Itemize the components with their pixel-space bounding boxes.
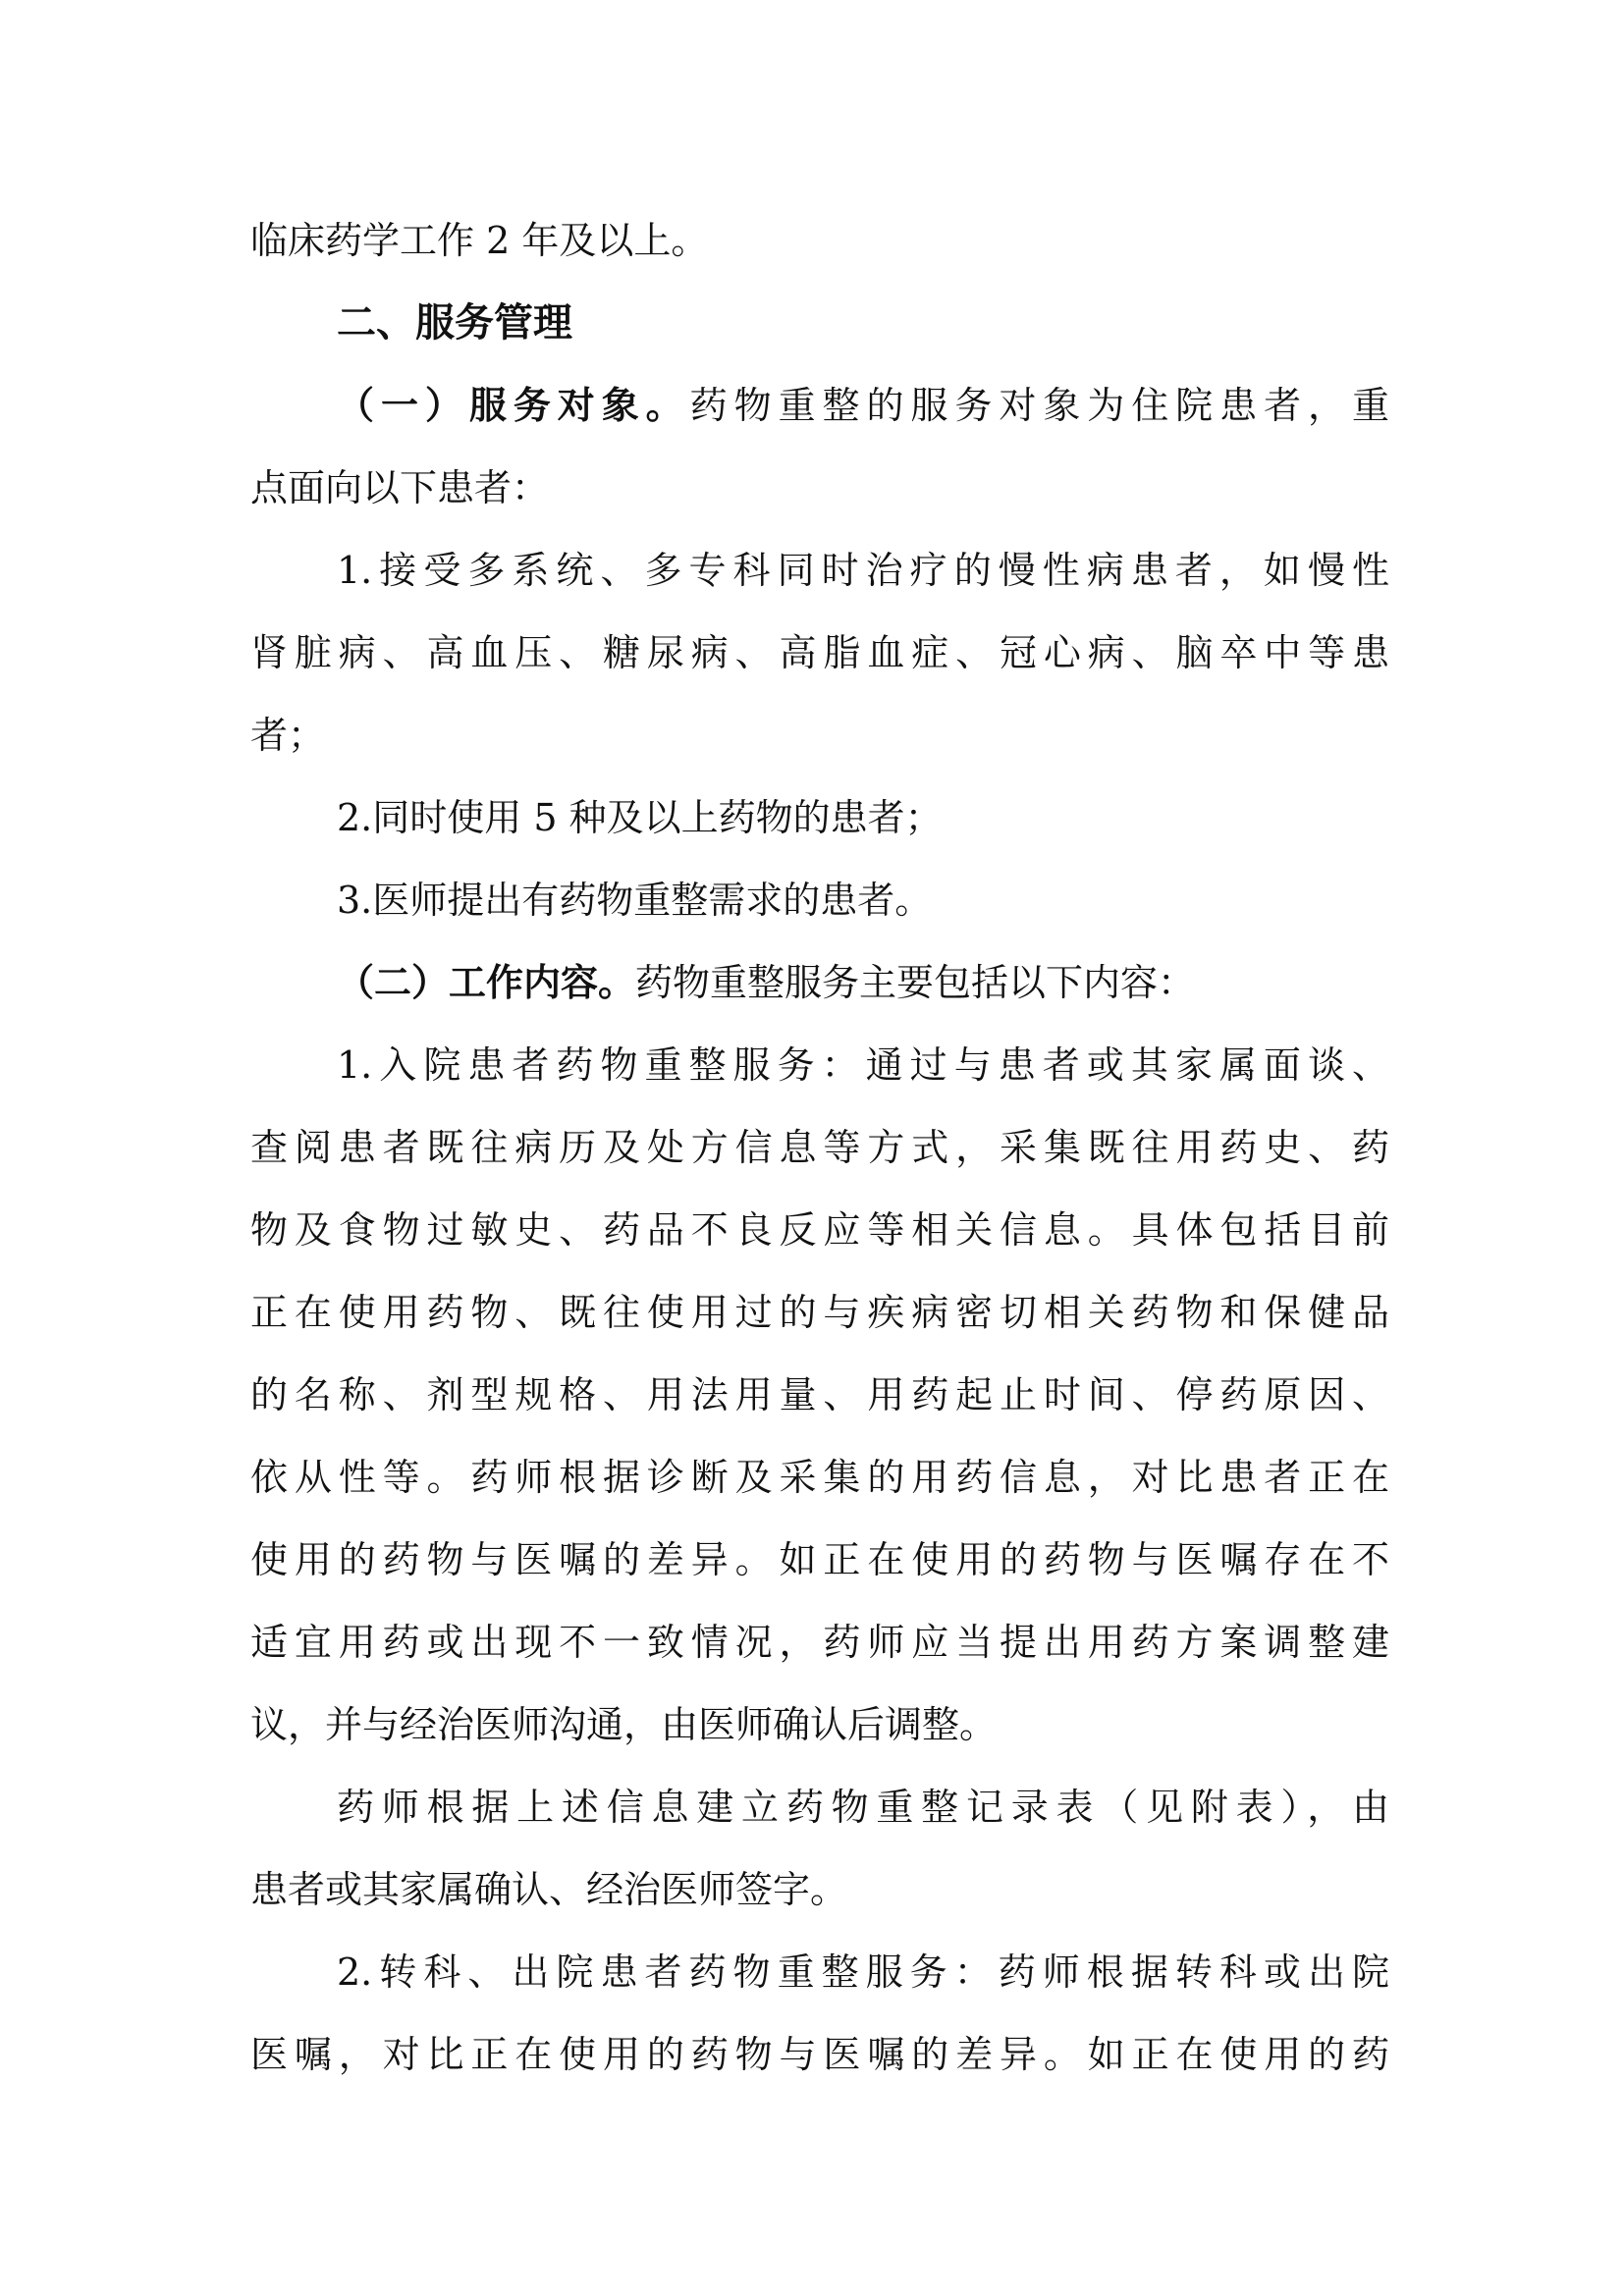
text-line-15: 正在使用药物、既往使用过的与疾病密切相关药物和保健品	[250, 1291, 1389, 1334]
text-line-16: 的名称、剂型规格、用法用量、用药起止时间、停药原因、	[250, 1373, 1389, 1416]
text-line-13: 查阅患者既往病历及处方信息等方式，采集既往用药史、药	[250, 1126, 1389, 1169]
text-line-1: 临床药学工作 2 年及以上。	[250, 219, 709, 262]
text-line-3: 药物重整的服务对象为住院患者，重	[689, 384, 1389, 427]
section-heading-service-management: 二、服务管理	[337, 300, 572, 346]
subheading-work-content: （二）工作内容。	[337, 961, 636, 1004]
text-line-8: 2.同时使用 5 种及以上药物的患者；	[337, 796, 943, 839]
text-line-11: 药物重整服务主要包括以下内容：	[635, 961, 1196, 1004]
subheading-service-target: （一）服务对象。	[337, 384, 690, 427]
text-line-14: 物及食物过敏史、药品不良反应等相关信息。具体包括目前	[250, 1208, 1389, 1252]
text-line-19: 适宜用药或出现不一致情况，药师应当提出用药方案调整建	[250, 1621, 1389, 1664]
text-line-22: 患者或其家属确认、经治医师签字。	[250, 1868, 848, 1911]
text-line-17: 依从性等。药师根据诊断及采集的用药信息，对比患者正在	[250, 1456, 1389, 1499]
text-line-5: 1.接受多系统、多专科同时治疗的慢性病患者，如慢性	[337, 549, 1389, 592]
text-line-23: 2.转科、出院患者药物重整服务：药师根据转科或出院	[337, 1950, 1389, 1994]
text-line-9: 3.医师提出有药物重整需求的患者。	[337, 879, 933, 922]
text-line-6: 肾脏病、高血压、糖尿病、高脂血症、冠心病、脑卒中等患	[250, 631, 1389, 674]
text-line-21: 药师根据上述信息建立药物重整记录表（见附表），由	[337, 1786, 1389, 1829]
text-line-4: 点面向以下患者：	[250, 466, 550, 509]
text-line-24: 医嘱，对比正在使用的药物与医嘱的差异。如正在使用的药	[250, 2033, 1389, 2076]
paragraph-service-target	[337, 371, 1389, 440]
paragraph-work-content	[337, 948, 1389, 1017]
text-line-18: 使用的药物与医嘱的差异。如正在使用的药物与医嘱存在不	[250, 1538, 1389, 1581]
text-line-12: 1.入院患者药物重整服务：通过与患者或其家属面谈、	[337, 1043, 1389, 1087]
text-line-7: 者；	[250, 714, 326, 757]
text-line-20: 议，并与经治医师沟通，由医师确认后调整。	[250, 1703, 998, 1746]
